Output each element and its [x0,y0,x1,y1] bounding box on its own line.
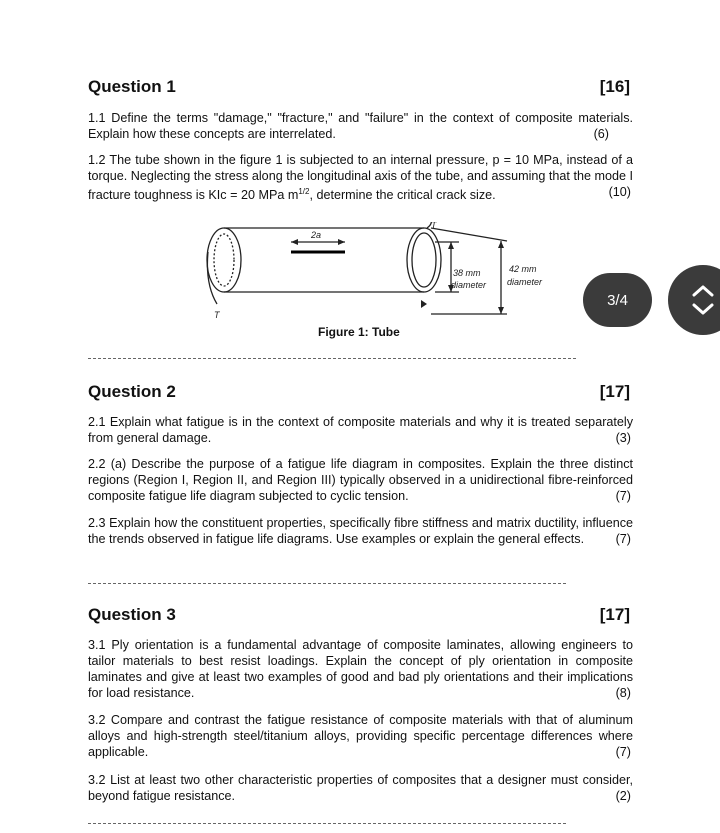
question-mark: (7) [615,489,631,503]
question-text: 2.1 Explain what fatigue is in the context of composite materials and why it is treated separately from general damage. [88,415,633,445]
question-3-heading [88,605,630,625]
question-mark: (6) [593,127,609,141]
tube-left-inner [214,234,234,286]
outer-extension-top [431,228,507,241]
question-text: 3.2 Compare and contrast the fatigue resistance of composite materials with that of aluminum alloys and high-strength steel/titanium alloys, providing specific percentage differences where applicable. [88,713,633,759]
question-text: 2.2 (a) Describe the purpose of a fatigue life diagram in composites. Explain the three distinct regions (Region I, Region II, and Region III) typically observed in a unidirectional fibre-reinforced composite fatigue life diagram subjected to cyclic tension. [88,457,633,503]
question-3-3 [88,772,633,804]
question-1-1 [88,110,633,142]
question-text: 1.1 Define the terms "damage," "fracture," and "failure" in the context of composite materials. Explain how these concepts are interrelated. [88,111,633,141]
question-text-tail: , determine the critical crack size. [309,188,496,203]
separator [88,823,566,824]
inner-arrow-top [448,242,454,249]
separator [88,583,566,584]
question-mark: (2) [615,789,631,803]
question-mark: (8) [615,686,631,700]
question-2-2 [88,456,633,504]
torque-label-bottom: T [214,310,220,320]
question-mark: (3) [615,431,631,445]
separator [88,358,576,359]
question-2-heading [88,382,630,402]
inner-diameter-label-1: 38 mm [453,268,481,278]
outer-arrow-top [498,241,504,248]
question-title: Question 3 [88,605,176,624]
torque-arrowhead [421,300,427,308]
torque-label-top: T [431,222,437,230]
crack-arrow-left [291,239,298,245]
question-title: Question 1 [88,77,176,96]
page-indicator-label: 3/4 [607,291,628,309]
question-mark: (10) [608,185,631,199]
question-mark: (7) [615,532,631,546]
question-2-3 [88,515,633,547]
page-nav-button[interactable] [668,265,720,335]
crack-label: 2a [311,230,322,240]
question-3-1 [88,637,633,701]
outer-diameter-label-2: diameter [507,277,543,287]
question-title: Question 2 [88,382,176,401]
question-2-1 [88,414,633,446]
outer-arrow-bottom [498,307,504,314]
torque-arrow-left [207,252,217,304]
page-nav-icon [688,281,718,319]
question-text: 3.1 Ply orientation is a fundamental advantage of composite laminates, allowing engineers to tailor materials to best resist loadings. Explain the concept of ply orientation in composite laminates and give at least two examples of good and bad ply orientations and their implications for load resistance. [88,638,633,700]
page-indicator [583,273,652,327]
inner-diameter-label-2: diameter [451,280,487,290]
tube-figure [195,222,575,322]
figure-caption: Figure 1: Tube [318,325,400,339]
question-text: 3.2 List at least two other characteristic properties of composites that a designer must consider, beyond fatigue resistance. [88,773,633,803]
crack-arrow-right [338,239,345,245]
chevron-down-icon[interactable] [694,305,712,313]
question-marks: [17] [599,605,630,624]
question-text: 1.2 The tube shown in the figure 1 is subjected to an internal pressure, p = 10 MPa, instead of a torque. Neglecting the stress along the longitudinal axis of the tube, and assuming that the mode I fracture toughness is KIc = 20 MPa m [88,153,633,203]
tube-left-end [207,228,241,292]
question-marks: [16] [599,77,630,96]
question-marks: [17] [599,382,630,401]
question-1-heading [88,77,630,97]
superscript: 1/2 [298,187,310,196]
chevron-up-icon[interactable] [694,287,712,295]
outer-diameter-label-1: 42 mm [509,264,537,274]
question-3-2 [88,712,633,760]
tube-right-inner [412,233,436,287]
question-mark: (7) [615,745,631,759]
question-text: 2.3 Explain how the constituent properties, specifically fibre stiffness and matrix ductility, influence the trends observed in fatigue life diagrams. Use examples or explain the general effects. [88,516,633,546]
question-1-2 [88,152,633,203]
